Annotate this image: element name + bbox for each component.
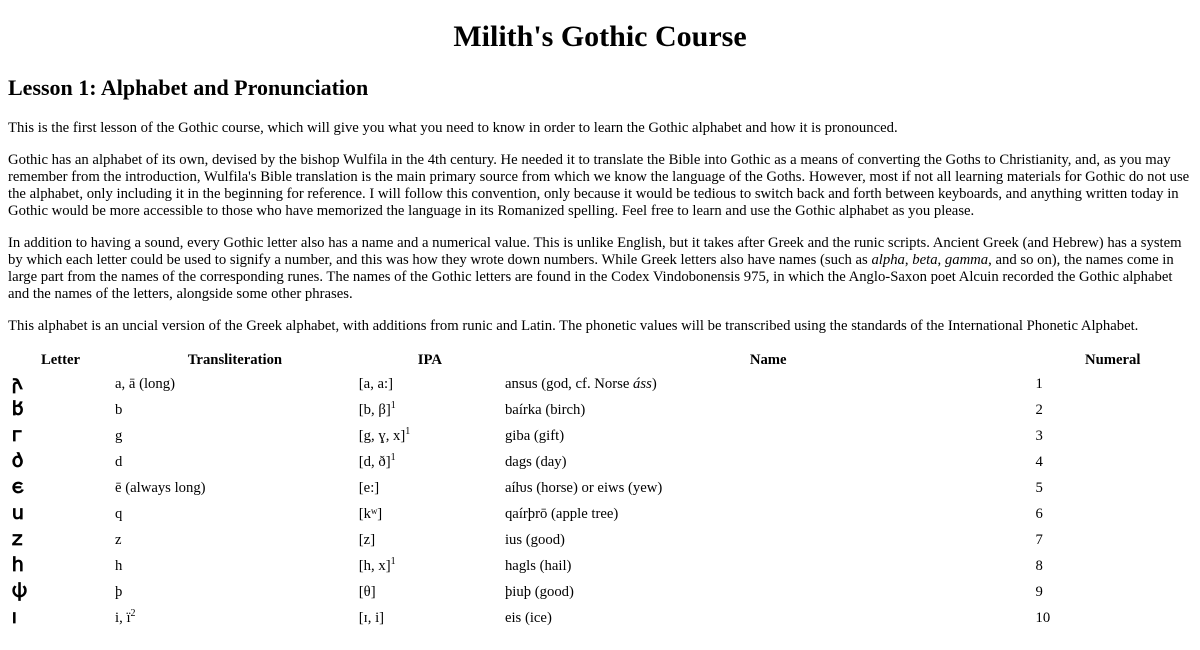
footnote-marker: 2: [130, 607, 136, 619]
letter-name-cell: [503, 527, 1034, 553]
letter-name-cell: [503, 553, 1034, 579]
ipa-value: [θ]: [358, 583, 376, 600]
table-row: [8, 579, 1192, 605]
numeral-cell: [1033, 605, 1192, 631]
letter-name-cell: [503, 371, 1034, 397]
gothic-letter-cell: [8, 475, 113, 501]
transliteration-cell: [113, 475, 357, 501]
table-row: [8, 527, 1192, 553]
table-row: [8, 423, 1192, 449]
ipa-value: [d, ð]: [358, 453, 391, 470]
ipa-cell: [357, 553, 503, 579]
gothic-letter: 𐌴: [12, 474, 24, 498]
numeral-cell: [1033, 579, 1192, 605]
ipa-cell: [357, 397, 503, 423]
numeral-value: 10: [1035, 609, 1051, 626]
ipa-cell: [357, 449, 503, 475]
table-row: [8, 475, 1192, 501]
names-paragraph: [8, 235, 1192, 303]
footnote-marker: 1: [405, 425, 411, 437]
ipa-value: [g, ɣ, x]: [358, 427, 406, 444]
transliteration: z: [115, 531, 122, 548]
transliteration-cell: [113, 423, 357, 449]
gothic-letter: 𐌸: [12, 578, 28, 602]
uncial-paragraph: This alphabet is an uncial version of the Greek alphabet, with additions from runic and Latin. The phonetic values will be transcribed using the standards of the International Phonetic Alphabet.: [8, 318, 1139, 334]
letter-name: þiuþ (good): [504, 583, 574, 600]
gothic-letter-cell: [8, 449, 113, 475]
letter-name: ansus (god, cf. Norse: [504, 375, 634, 392]
numeral-cell: [1033, 527, 1192, 553]
letter-name: ius (good): [504, 531, 565, 548]
table-row: [8, 553, 1192, 579]
history-paragraph: Gothic has an alphabet of its own, devised by the bishop Wulfila in the 4th century. He needed it to translate the Bible into Gothic as a means of converting the Goths to Christianity, and, as you may remember from the introduction, Wulfila's Bible translation is the main primary source from which we know the language of the Goths. However, most if not all learning materials for Gothic do not use the alphabet, only including it in the beginning for reference. I will follow this convention, only because it would be tedious to switch back and forth between keyboards, and anything written today in Gothic would be more accessible to those who have memorized the language in its Romanized spelling. Feel free to learn and use the Gothic alphabet as you please.: [8, 152, 1190, 219]
transliteration: ē (always long): [115, 479, 206, 496]
table-row: [8, 501, 1192, 527]
numeral-cell: [1033, 501, 1192, 527]
numeral-cell: [1033, 423, 1192, 449]
gothic-letter-cell: [8, 501, 113, 527]
letter-name: qaírþrō (apple tree): [504, 505, 619, 522]
transliteration-cell: [113, 553, 357, 579]
letter-name: baírka (birch): [504, 401, 586, 418]
header-ipa: IPA: [417, 351, 442, 368]
numeral-value: 1: [1035, 375, 1043, 392]
gamma-term: gamma: [944, 252, 989, 268]
letter-name-cell: [503, 423, 1034, 449]
header-numeral: Numeral: [1085, 351, 1141, 368]
gothic-letter: 𐌵: [12, 500, 24, 524]
header-letter: Letter: [40, 351, 81, 368]
numeral-value: 2: [1035, 401, 1043, 418]
gothic-letter-cell: [8, 579, 113, 605]
gothic-letter: 𐌱: [12, 396, 24, 420]
gothic-letter-cell: [8, 371, 113, 397]
gothic-letter: 𐌶: [12, 526, 23, 550]
names-text-a: In addition to having a sound, every Gothic letter also has a name and a numerical value. This is unlike English, but it takes after Greek and the runic scripts. Ancient Greek (and Hebrew) has a system by which each letter could be used to signify a number, and this was how they wrote down numbers. While Greek letters also have names (such as: [8, 235, 1182, 268]
page-title: Milith's Gothic Course: [453, 20, 747, 53]
footnote-marker: 1: [390, 399, 396, 411]
ipa-cell: [357, 527, 503, 553]
names-sep-2: ,: [937, 252, 945, 268]
table-header-row: [8, 349, 1192, 371]
numeral-value: 8: [1035, 557, 1043, 574]
transliteration: g: [115, 427, 123, 444]
ipa-cell: [357, 423, 503, 449]
transliteration: d: [115, 453, 123, 470]
letter-name: eis (ice): [504, 609, 552, 626]
numeral-value: 4: [1035, 453, 1043, 470]
ipa-value: [z]: [358, 531, 376, 548]
table-row: [8, 397, 1192, 423]
ipa-value: [e:]: [358, 479, 380, 496]
letter-name-cell: [503, 501, 1034, 527]
ipa-cell: [357, 475, 503, 501]
gothic-letter: 𐌰: [12, 370, 23, 394]
header-name: Name: [749, 351, 787, 368]
numeral-value: 7: [1035, 531, 1043, 548]
gothic-letter-cell: [8, 527, 113, 553]
ipa-cell: [357, 501, 503, 527]
numeral-value: 5: [1035, 479, 1043, 496]
letter-name-cell: [503, 605, 1034, 631]
transliteration-cell: [113, 449, 357, 475]
header-transliteration: Transliteration: [187, 351, 283, 368]
numeral-cell: [1033, 397, 1192, 423]
names-text-b: , and so on), the names come in large part from the names of the corresponding runes. The names of the Gothic letters are found in the Codex Vindobonensis 975, in which the Anglo-Saxon poet Alcuin recorded the Gothic alphabet and the names of the letters, alongside some other phrases.: [8, 252, 1174, 302]
table-body: [8, 371, 1192, 631]
numeral-value: 9: [1035, 583, 1043, 600]
transliteration-cell: [113, 527, 357, 553]
gothic-letter: 𐌷: [12, 552, 24, 576]
table-row: [8, 449, 1192, 475]
numeral-cell: [1033, 371, 1192, 397]
letter-name: hagls (hail): [504, 557, 572, 574]
letter-name: giba (gift): [504, 427, 565, 444]
ipa-value: [a, a:]: [358, 375, 394, 392]
alpha-term: alpha: [871, 252, 905, 268]
ipa-value: [ɪ, i]: [358, 609, 385, 626]
gothic-letter-cell: [8, 553, 113, 579]
table-row: [8, 371, 1192, 397]
letter-name-cell: [503, 579, 1034, 605]
names-sep-1: ,: [904, 252, 913, 268]
numeral-cell: [1033, 553, 1192, 579]
numeral-cell: [1033, 475, 1192, 501]
numeral-cell: [1033, 449, 1192, 475]
ipa-cell: [357, 605, 503, 631]
transliteration-cell: [113, 501, 357, 527]
letter-name: aíƕs (horse) or eiws (yew): [504, 479, 663, 496]
ipa-value: [kʷ]: [358, 505, 383, 522]
transliteration: q: [115, 505, 123, 522]
letter-name-cell: [503, 397, 1034, 423]
beta-term: beta: [912, 252, 938, 268]
transliteration-cell: [113, 605, 357, 631]
gothic-letter-cell: [8, 397, 113, 423]
footnote-marker: 1: [390, 451, 396, 463]
gothic-letter-cell: [8, 605, 113, 631]
transliteration-cell: [113, 371, 357, 397]
transliteration: b: [115, 401, 123, 418]
numeral-value: 6: [1035, 505, 1043, 522]
ipa-cell: [357, 371, 503, 397]
transliteration: i, ï: [115, 609, 131, 626]
page: [0, 20, 1200, 631]
intro-paragraph: This is the first lesson of the Gothic course, which will give you what you need to know in order to learn the Gothic alphabet and how it is pronounced.: [8, 120, 898, 136]
transliteration: h: [115, 557, 123, 574]
lesson-heading: Lesson 1: Alphabet and Pronunciation: [8, 75, 369, 100]
numeral-value: 3: [1035, 427, 1043, 444]
alphabet-table: [8, 349, 1192, 631]
gothic-letter-cell: [8, 423, 113, 449]
letter-name: dags (day): [504, 453, 567, 470]
ipa-cell: [357, 579, 503, 605]
transliteration: þ: [115, 583, 123, 600]
gothic-letter: 𐌲: [12, 422, 22, 446]
transliteration-cell: [113, 579, 357, 605]
letter-name-cell: [503, 475, 1034, 501]
transliteration: a, ā (long): [115, 375, 175, 392]
ipa-value: [b, β]: [358, 401, 391, 418]
transliteration-cell: [113, 397, 357, 423]
letter-name-italic: áss: [633, 375, 652, 392]
table-row: [8, 605, 1192, 631]
footnote-marker: 1: [390, 555, 396, 567]
ipa-value: [h, x]: [358, 557, 391, 574]
gothic-letter: 𐌳: [12, 448, 24, 472]
letter-name-cell: [503, 449, 1034, 475]
gothic-letter: 𐌹: [12, 604, 17, 628]
letter-name-tail: ): [651, 375, 657, 392]
